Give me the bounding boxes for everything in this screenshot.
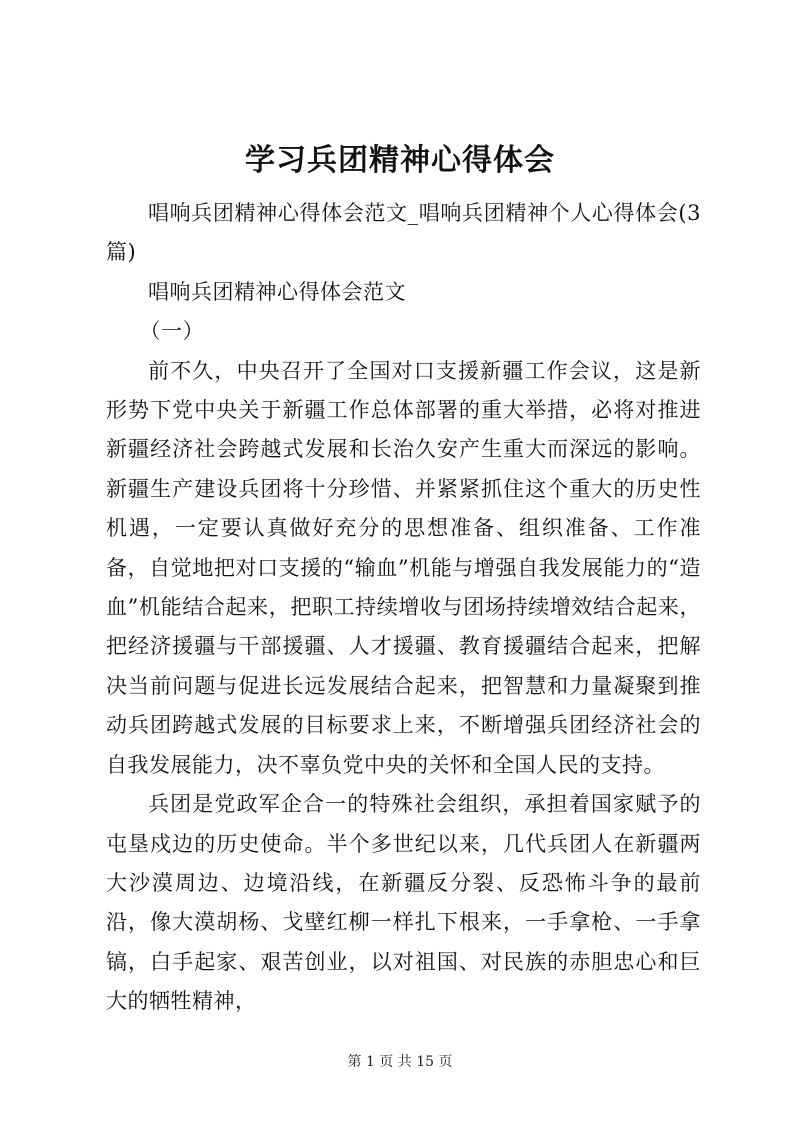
page-footer: 第 1 页 共 15 页 — [347, 1054, 453, 1070]
paragraph-body-2: 兵团是党政军企合一的特殊社会组织，承担着国家赋予的屯垦戍边的历史使命。半个多世纪以来，几代兵团人在新疆两大沙漠周边、边境沿线，在新疆反分裂、反恐怖斗争的最前沿，像大漠胡杨、戈壁红柳一样扎下根来，一手拿枪、一手拿镐，白手起家、艰苦创业，以对祖国、对民族的赤胆忠心和巨大的牺牲精神， — [106, 792, 701, 1014]
paragraph-section-heading: 唱响兵团精神心得体会范文 — [148, 279, 406, 304]
paragraph-subtitle: 唱响兵团精神心得体会范文_唱响兵团精神个人心得体会(3篇) — [106, 201, 701, 265]
document-body — [106, 194, 701, 1022]
paragraph-body-1: 前不久，中央召开了全国对口支援新疆工作会议，这是新形势下党中央关于新疆工作总体部署的重大举措，必将对推进新疆经济社会跨越式发展和长治久安产生重大而深远的影响。新疆生产建设兵团将十分珍惜、并紧紧抓住这个重大的历史性机遇，一定要认真做好充分的思想准备、组织准备、工作准备，自觉地把对口支援的“输血”机能与增强自我发展能力的“造血”机能结合起来，把职工持续增收与团场持续增效结合起来，把经济援疆与干部援疆、人才援疆、教育援疆结合起来，把解决当前问题与促进长远发展结合起来，把智慧和力量凝聚到推动兵团跨越式发展的目标要求上来，不断增强兵团经济社会的自我发展能力，决不辜负党中央的关怀和全国人民的支持。 — [106, 358, 701, 777]
document-title: 学习兵团精神心得体会 — [245, 143, 555, 178]
paragraph-section-number: （一） — [139, 319, 205, 344]
